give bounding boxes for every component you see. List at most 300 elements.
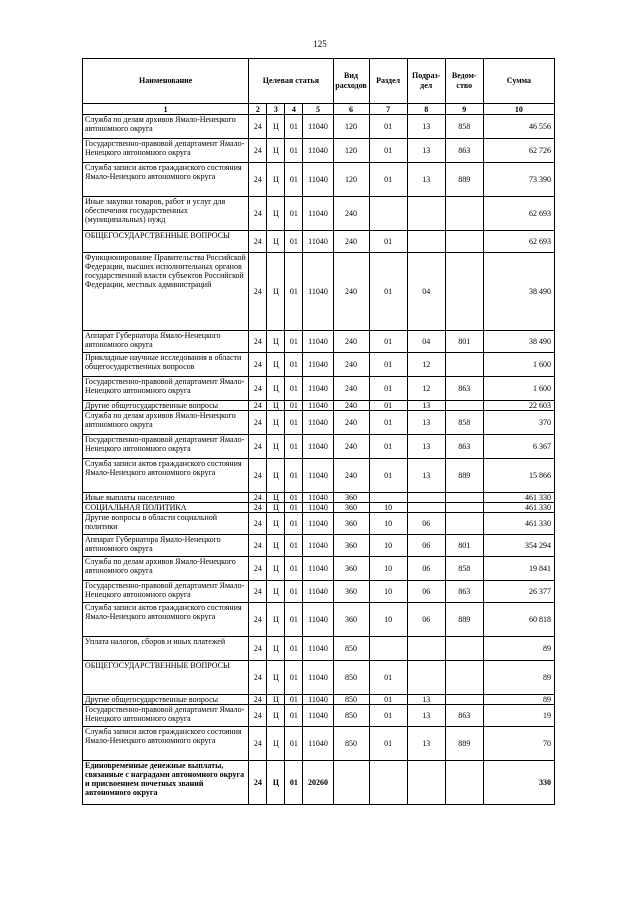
target-code-letter: Ц [267,581,285,603]
header-row [83,59,555,104]
row-name: Государственно-правовой департамент Ямало-Ненецкого автономного округа [83,377,249,401]
expense-type: 360 [333,503,369,513]
amount: 62 693 [483,231,554,253]
target-code-item: 11040 [303,231,333,253]
target-code-program: 24 [249,695,267,705]
target-code-sub: 01 [285,513,303,535]
target-code-item: 20260 [303,761,333,805]
target-code-item: 11040 [303,411,333,435]
table-row [83,435,555,459]
target-code-letter: Ц [267,695,285,705]
target-code-item: 11040 [303,557,333,581]
target-code-letter: Ц [267,603,285,637]
section: 10 [369,535,407,557]
row-name: Иные выплаты населению [83,493,249,503]
row-name: Служба по делам архивов Ямало-Ненецкого автономного округа [83,411,249,435]
target-code-item: 11040 [303,331,333,353]
column-number: 5 [303,104,333,115]
amount: 19 [483,705,554,727]
target-code-sub: 01 [285,331,303,353]
amount: 370 [483,411,554,435]
target-code-program: 24 [249,637,267,661]
target-code-item: 11040 [303,705,333,727]
expense-type: 120 [333,163,369,197]
target-code-item: 11040 [303,535,333,557]
row-name: Единовременные денежные выплаты, связанные с наградами автономного округа и присвоением почетных званий автономного округа [83,761,249,805]
subsection [407,661,445,695]
table-row [83,727,555,761]
header-amount: Сумма [483,59,554,104]
target-code-letter: Ц [267,231,285,253]
row-name: Уплата налогов, сборов и иных платежей [83,637,249,661]
department: 863 [445,377,483,401]
expense-type: 120 [333,139,369,163]
amount: 70 [483,727,554,761]
department: 863 [445,435,483,459]
row-name: Служба записи актов гражданского состояния Ямало-Ненецкого автономного округа [83,727,249,761]
amount: 461 330 [483,493,554,503]
section: 01 [369,459,407,493]
target-code-program: 24 [249,331,267,353]
department: 889 [445,727,483,761]
target-code-sub: 01 [285,493,303,503]
department [445,197,483,231]
department [445,493,483,503]
amount: 60 818 [483,603,554,637]
table-row [83,401,555,411]
target-code-sub: 01 [285,503,303,513]
department [445,503,483,513]
row-name: Служба по делам архивов Ямало-Ненецкого автономного округа [83,115,249,139]
target-code-sub: 01 [285,377,303,401]
subsection [407,761,445,805]
budget-table [82,58,555,805]
table-row [83,557,555,581]
row-name: Иные закупки товаров, работ и услуг для обеспечения государственных (муниципальных) нужд [83,197,249,231]
expense-type: 240 [333,353,369,377]
amount: 461 330 [483,503,554,513]
target-code-item: 11040 [303,163,333,197]
target-code-program: 24 [249,353,267,377]
row-name: Аппарат Губернатора Ямало-Ненецкого автономного округа [83,535,249,557]
target-code-sub: 01 [285,163,303,197]
subsection: 13 [407,163,445,197]
table-row [83,535,555,557]
target-code-sub: 01 [285,581,303,603]
section: 01 [369,353,407,377]
header-subsection: Подраз-дел [407,59,445,104]
row-name: ОБЩЕГОСУДАРСТВЕННЫЕ ВОПРОСЫ [83,231,249,253]
target-code-item: 11040 [303,377,333,401]
amount: 354 294 [483,535,554,557]
target-code-sub: 01 [285,727,303,761]
target-code-program: 24 [249,411,267,435]
target-code-program: 24 [249,115,267,139]
expense-type: 850 [333,727,369,761]
target-code-item: 11040 [303,603,333,637]
subsection [407,493,445,503]
row-name: Служба записи актов гражданского состояния Ямало-Ненецкого автономного округа [83,459,249,493]
column-number: 4 [285,104,303,115]
amount: 38 490 [483,253,554,331]
department: 858 [445,557,483,581]
table-row [83,115,555,139]
header-expense-type: Вид расходов [333,59,369,104]
department [445,401,483,411]
section: 01 [369,661,407,695]
row-name: Аппарат Губернатора Ямало-Ненецкого автономного округа [83,331,249,353]
target-code-letter: Ц [267,535,285,557]
amount: 26 377 [483,581,554,603]
section: 01 [369,705,407,727]
expense-type: 240 [333,197,369,231]
target-code-item: 11040 [303,637,333,661]
row-name: Другие вопросы в области социальной политики [83,513,249,535]
row-name: Другие общегосударственные вопросы [83,401,249,411]
target-code-sub: 01 [285,695,303,705]
expense-type: 240 [333,253,369,331]
target-code-letter: Ц [267,197,285,231]
table-row [83,353,555,377]
target-code-program: 24 [249,535,267,557]
table-row [83,503,555,513]
target-code-sub: 01 [285,557,303,581]
target-code-program: 24 [249,197,267,231]
row-name: Государственно-правовой департамент Ямало-Ненецкого автономного округа [83,705,249,727]
department: 858 [445,115,483,139]
target-code-letter: Ц [267,557,285,581]
subsection: 13 [407,727,445,761]
table-row [83,197,555,231]
table-row [83,493,555,503]
expense-type: 850 [333,661,369,695]
section: 01 [369,401,407,411]
expense-type: 360 [333,557,369,581]
department: 858 [445,411,483,435]
section: 01 [369,411,407,435]
target-code-letter: Ц [267,253,285,331]
department: 801 [445,535,483,557]
target-code-program: 24 [249,401,267,411]
subsection: 12 [407,353,445,377]
column-number: 1 [83,104,249,115]
amount: 62 693 [483,197,554,231]
expense-type: 360 [333,493,369,503]
subsection: 06 [407,603,445,637]
amount: 6 367 [483,435,554,459]
target-code-letter: Ц [267,377,285,401]
table-row [83,231,555,253]
header-department: Ведом-ство [445,59,483,104]
table-row [83,377,555,401]
department [445,231,483,253]
target-code-program: 24 [249,163,267,197]
section: 01 [369,695,407,705]
department: 863 [445,581,483,603]
table-row [83,411,555,435]
expense-type: 240 [333,331,369,353]
table-row [83,661,555,695]
target-code-sub: 01 [285,253,303,331]
column-number: 10 [483,104,554,115]
subsection: 04 [407,331,445,353]
expense-type: 240 [333,401,369,411]
target-code-sub: 01 [285,535,303,557]
target-code-sub: 01 [285,637,303,661]
table-row [83,637,555,661]
target-code-sub: 01 [285,231,303,253]
department: 801 [445,331,483,353]
amount: 19 841 [483,557,554,581]
table-row [83,139,555,163]
section [369,493,407,503]
target-code-letter: Ц [267,513,285,535]
expense-type: 240 [333,411,369,435]
subsection [407,637,445,661]
department [445,353,483,377]
expense-type: 850 [333,705,369,727]
subsection: 13 [407,695,445,705]
subsection [407,197,445,231]
amount: 461 330 [483,513,554,535]
expense-type [333,761,369,805]
amount: 89 [483,661,554,695]
target-code-sub: 01 [285,459,303,493]
target-code-letter: Ц [267,761,285,805]
row-name: Служба записи актов гражданского состояния Ямало-Ненецкого автономного округа [83,163,249,197]
table-row [83,163,555,197]
header-name: Наименование [83,59,249,104]
target-code-program: 24 [249,377,267,401]
row-name: Государственно-правовой департамент Ямало-Ненецкого автономного округа [83,435,249,459]
section: 01 [369,139,407,163]
section: 10 [369,557,407,581]
section: 10 [369,513,407,535]
target-code-program: 24 [249,253,267,331]
subsection: 04 [407,253,445,331]
subsection: 13 [407,139,445,163]
table-row [83,603,555,637]
target-code-item: 11040 [303,435,333,459]
table-row [83,459,555,493]
target-code-letter: Ц [267,705,285,727]
target-code-program: 24 [249,513,267,535]
expense-type: 240 [333,459,369,493]
department [445,761,483,805]
target-code-program: 24 [249,493,267,503]
target-code-sub: 01 [285,705,303,727]
amount: 22 603 [483,401,554,411]
subsection: 06 [407,513,445,535]
expense-type: 360 [333,603,369,637]
target-code-item: 11040 [303,727,333,761]
section: 01 [369,115,407,139]
amount: 38 490 [483,331,554,353]
row-name: Служба по делам архивов Ямало-Ненецкого автономного округа [83,557,249,581]
section [369,197,407,231]
expense-type: 360 [333,581,369,603]
expense-type: 240 [333,435,369,459]
department: 889 [445,163,483,197]
target-code-item: 11040 [303,695,333,705]
table-row [83,695,555,705]
target-code-letter: Ц [267,727,285,761]
table-row [83,705,555,727]
target-code-letter: Ц [267,503,285,513]
subsection: 06 [407,557,445,581]
page-number: 125 [313,39,327,49]
target-code-sub: 01 [285,401,303,411]
section: 01 [369,435,407,459]
target-code-item: 11040 [303,401,333,411]
target-code-program: 24 [249,459,267,493]
row-name: СОЦИАЛЬНАЯ ПОЛИТИКА [83,503,249,513]
target-code-letter: Ц [267,459,285,493]
target-code-sub: 01 [285,661,303,695]
target-code-program: 24 [249,581,267,603]
target-code-letter: Ц [267,353,285,377]
target-code-program: 24 [249,557,267,581]
target-code-sub: 01 [285,603,303,637]
row-name: Служба записи актов гражданского состояния Ямало-Ненецкого автономного округа [83,603,249,637]
row-name: Функционирование Правительства Российской Федерации, высших исполнительных органов государственной власти субъектов Российской Федерации, местных администраций [83,253,249,331]
section: 01 [369,163,407,197]
target-code-letter: Ц [267,163,285,197]
amount: 330 [483,761,554,805]
target-code-letter: Ц [267,115,285,139]
target-code-item: 11040 [303,197,333,231]
subsection [407,231,445,253]
target-code-item: 11040 [303,513,333,535]
target-code-item: 11040 [303,353,333,377]
subsection: 13 [407,115,445,139]
column-number: 9 [445,104,483,115]
target-code-program: 24 [249,705,267,727]
amount: 89 [483,695,554,705]
subsection: 13 [407,459,445,493]
section: 01 [369,377,407,401]
target-code-item: 11040 [303,661,333,695]
subsection: 12 [407,377,445,401]
department [445,513,483,535]
target-code-program: 24 [249,727,267,761]
column-number: 3 [267,104,285,115]
column-number: 8 [407,104,445,115]
amount: 73 390 [483,163,554,197]
expense-type: 360 [333,513,369,535]
department [445,253,483,331]
department: 863 [445,139,483,163]
row-name: Прикладные научные исследования в области общегосударственных вопросов [83,353,249,377]
subsection: 13 [407,705,445,727]
department [445,661,483,695]
expense-type: 240 [333,377,369,401]
target-code-letter: Ц [267,331,285,353]
target-code-letter: Ц [267,637,285,661]
subsection: 06 [407,581,445,603]
section [369,637,407,661]
column-number: 2 [249,104,267,115]
subsection: 06 [407,535,445,557]
section: 01 [369,231,407,253]
target-code-letter: Ц [267,411,285,435]
subsection: 13 [407,401,445,411]
department [445,695,483,705]
target-code-sub: 01 [285,761,303,805]
row-name: ОБЩЕГОСУДАРСТВЕННЫЕ ВОПРОСЫ [83,661,249,695]
section: 10 [369,603,407,637]
section: 10 [369,581,407,603]
column-number: 6 [333,104,369,115]
expense-type: 850 [333,637,369,661]
amount: 62 726 [483,139,554,163]
subsection: 13 [407,411,445,435]
target-code-sub: 01 [285,435,303,459]
table-row [83,513,555,535]
department: 863 [445,705,483,727]
row-name: Государственно-правовой департамент Ямало-Ненецкого автономного округа [83,139,249,163]
target-code-sub: 01 [285,411,303,435]
table-row [83,253,555,331]
target-code-program: 24 [249,661,267,695]
target-code-item: 11040 [303,581,333,603]
amount: 1 600 [483,377,554,401]
header-section: Раздел [369,59,407,104]
target-code-sub: 01 [285,115,303,139]
section [369,761,407,805]
table-row [83,581,555,603]
expense-type: 850 [333,695,369,705]
target-code-sub: 01 [285,353,303,377]
subsection [407,503,445,513]
amount: 89 [483,637,554,661]
table-row [83,331,555,353]
target-code-program: 24 [249,231,267,253]
expense-type: 240 [333,231,369,253]
subsection: 13 [407,435,445,459]
target-code-program: 24 [249,603,267,637]
target-code-program: 24 [249,139,267,163]
section: 01 [369,331,407,353]
table-row [83,761,555,805]
target-code-letter: Ц [267,435,285,459]
department: 889 [445,459,483,493]
target-code-item: 11040 [303,503,333,513]
target-code-program: 24 [249,435,267,459]
amount: 1 600 [483,353,554,377]
target-code-item: 11040 [303,139,333,163]
row-name: Другие общегосударственные вопросы [83,695,249,705]
target-code-letter: Ц [267,139,285,163]
target-code-item: 11040 [303,115,333,139]
column-number: 7 [369,104,407,115]
section: 10 [369,503,407,513]
target-code-letter: Ц [267,401,285,411]
department [445,637,483,661]
row-name: Государственно-правовой департамент Ямало-Ненецкого автономного округа [83,581,249,603]
amount: 15 866 [483,459,554,493]
target-code-item: 11040 [303,493,333,503]
target-code-item: 11040 [303,253,333,331]
target-code-letter: Ц [267,661,285,695]
section: 01 [369,253,407,331]
target-code-program: 24 [249,761,267,805]
target-code-program: 24 [249,503,267,513]
target-code-letter: Ц [267,493,285,503]
expense-type: 360 [333,535,369,557]
column-number-row [83,104,555,115]
header-target: Целевая статья [249,59,333,104]
